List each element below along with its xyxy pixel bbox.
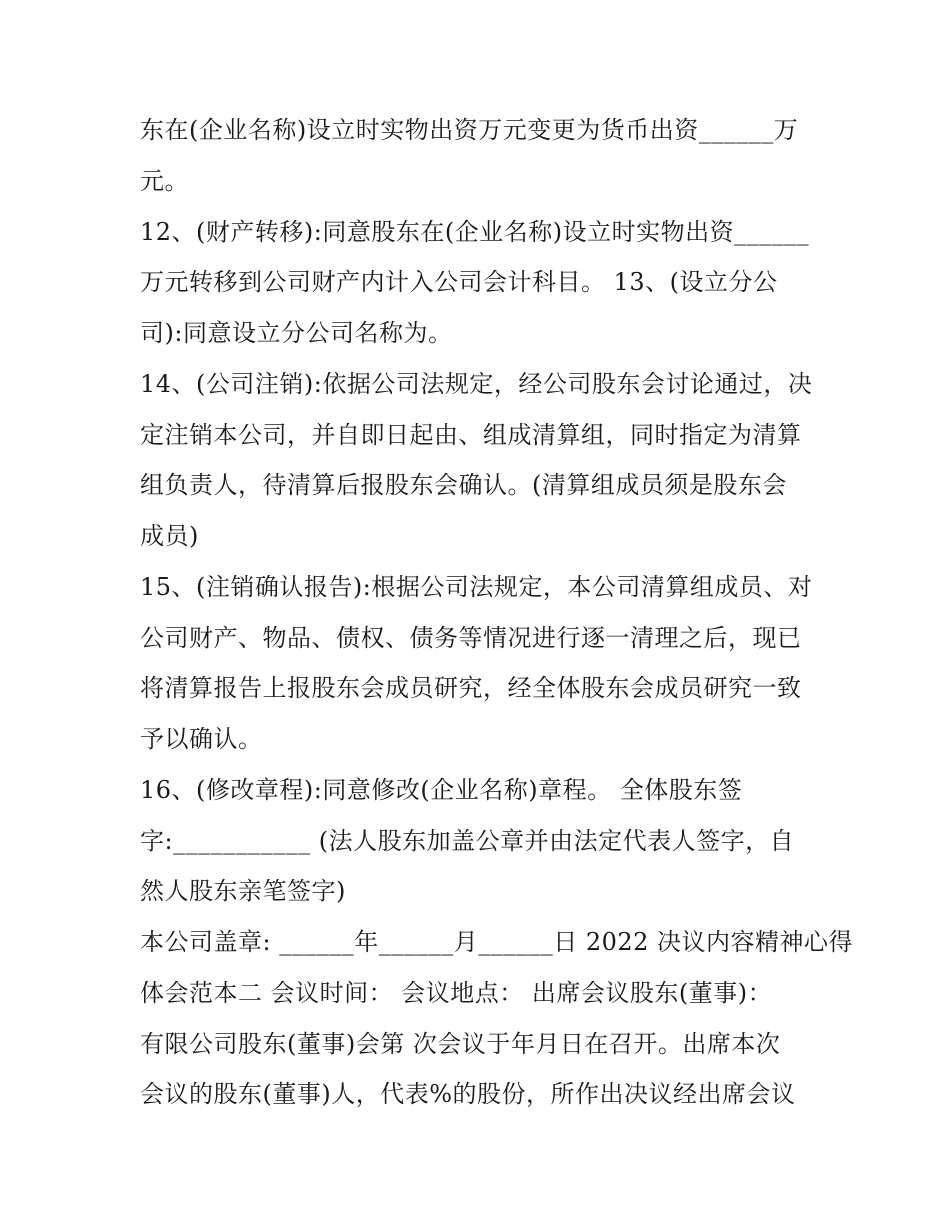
text-line: 会议的股东(董事)人，代表%的股份，所作出决议经出席会议 [140, 1080, 796, 1108]
text-line: 15、(注销确认报告):根据公司法规定，本公司清算组成员、对 [140, 573, 813, 601]
text-line: 体会范本二 会议时间： 会议地点： 出席会议股东(董事)： [140, 979, 773, 1007]
text-line: 字:___________ (法人股东加盖公章并由法定代表人签字，自 [140, 827, 795, 855]
text-line: 成员) [140, 522, 199, 550]
text-line: 将清算报告上报股东会成员研究，经全体股东会成员研究一致 [140, 674, 802, 702]
text-line: 16、(修改章程):同意修改(企业名称)章程。 全体股东签 [140, 776, 743, 804]
text-line: 有限公司股东(董事)会第 次会议于年月日在召开。出席本次 [140, 1030, 781, 1058]
text-line: 12、(财产转移):同意股东在(企业名称)设立时实物出资______ [140, 218, 810, 246]
text-line: 万元转移到公司财产内计入公司会计科目。 13、(设立分公 [140, 268, 778, 296]
text-line: 元。 [140, 167, 189, 195]
text-line: 公司财产、物品、债权、债务等情况进行逐一清理之后，现已 [140, 624, 802, 652]
text-line: 定注销本公司，并自即日起由、组成清算组，同时指定为清算 [140, 421, 802, 449]
text-line: 本公司盖章: ______年______月______日 2022 决议内容精神心得 [140, 928, 854, 956]
text-line: 司):同意设立分公司名称为。 [140, 319, 453, 347]
text-line: 予以确认。 [140, 725, 263, 753]
text-line: 组负责人，待清算后报股东会确认。(清算组成员须是股东会 [140, 471, 787, 499]
text-line: 14、(公司注销):依据公司法规定，经公司股东会讨论通过，决 [140, 370, 813, 398]
text-line: 然人股东亲笔签字) [140, 877, 346, 905]
text-line: 东在(企业名称)设立时实物出资万元变更为货币出资______万 [140, 116, 799, 144]
